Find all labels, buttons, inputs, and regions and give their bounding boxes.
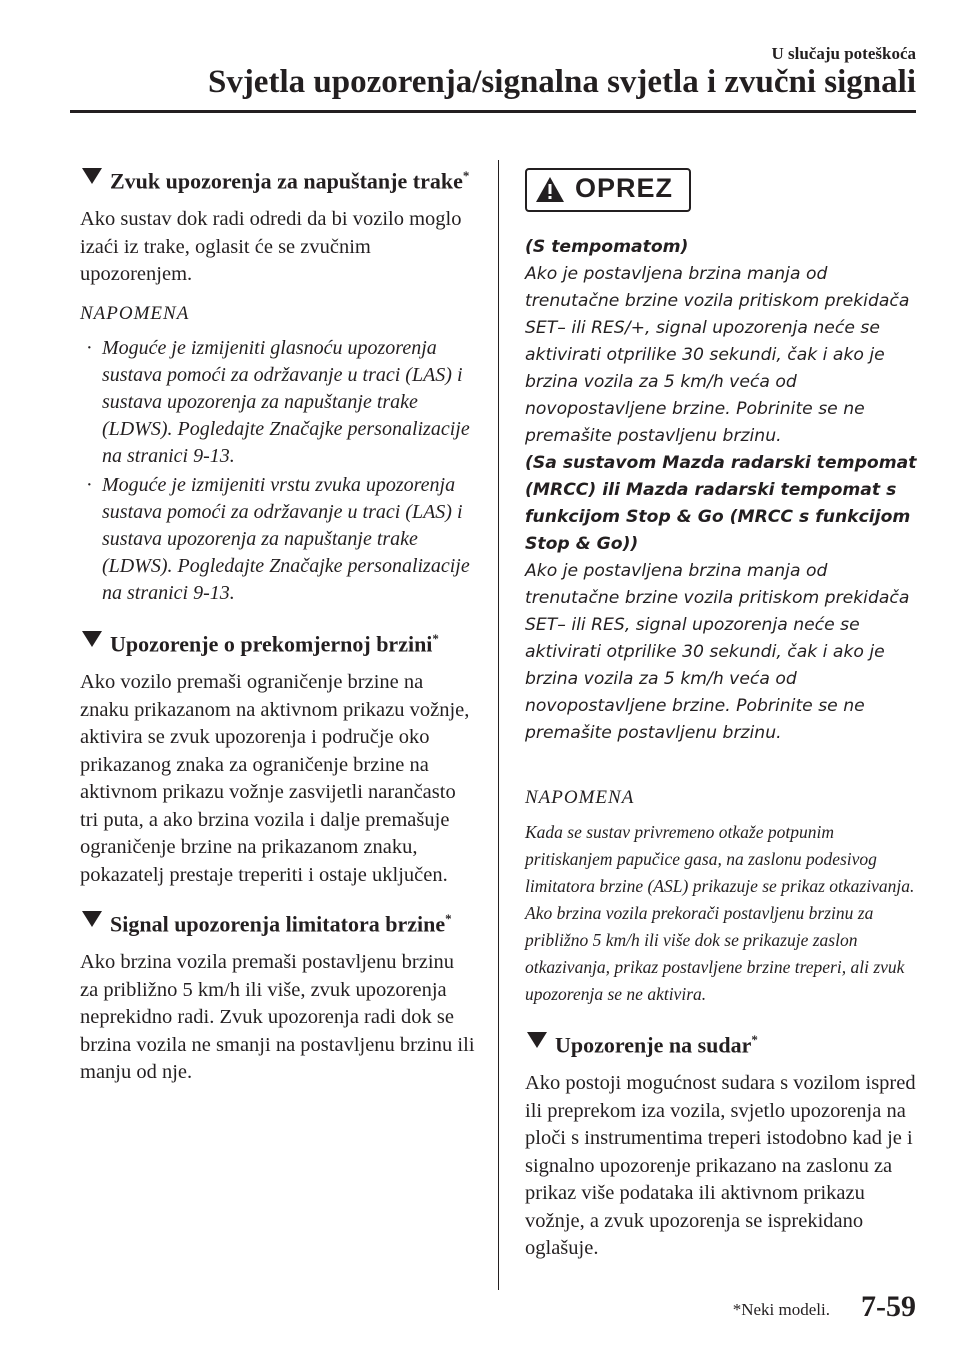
caution-content [525,234,920,747]
paragraph: Ako postoji mogućnost sudara s vozilom ispred ili preprekom iza vozila, svjetlo upozorenja na ploči s instrumentima treperi istodobno kad je i signalno upozorenje prikazano na zaslonu za prikaz više podataka ili aktivnom prikazu vožnje, a zvuk upozorenja se isprekidano oglašuje. [525,1072,916,1260]
caution-subtitle: (Sa sustavom Mazda radarski tempomat (MRCC) ili Mazda radarski tempomat s funkcijom Stop & Go (MRCC s funkcijom Stop & Go)) [525,453,917,554]
note-label: NAPOMENA [80,302,190,324]
heading-text: Upozorenje na sudar [555,1032,752,1058]
heading-text: Upozorenje o prekomjernoj brzini [110,631,433,657]
note-item-text: Moguće je izmijeniti glasnoću upozorenja sustava pomoći za održavanje u traci (LAS) i sustava upozorenja za napuštanje trake (LDWS). Pogledajte Značajke personalizacije na stranici 9-13. [102,336,470,467]
column-divider [498,160,499,1290]
right-column [525,168,920,1277]
triangle-bullet-icon [82,911,102,927]
heading-text: Signal upozorenja limitatora brzine [110,911,446,937]
left-column [80,160,475,1101]
note-item [80,335,475,470]
heading-collision-warning [525,1024,920,1060]
triangle-bullet-icon [527,1032,547,1048]
heading-speed-limiter-signal [80,903,475,939]
note-label: NAPOMENA [525,787,635,808]
page-title: Svjetla upozorenja/signalna svjetla i zvučni signali [207,64,916,100]
paragraph: Ako brzina vozila premaši postavljenu brzinu za približno 5 km/h ili više, zvuk upozorenja neprekidno radi. Zvuk upozorenja radi dok se brzina vozila ne smanji na postavljenu brzinu ili manju od nje. [80,951,475,1084]
paragraph: Ako vozilo premaši ograničenje brzine na znaku prikazanom na aktivnom prikazu vožnje, aktivira se zvuk upozorenja i područje oko prikazanog znaka za ograničenje brzine na aktivnom prikazu vožnje zasvijetli narančasto tri puta, a ako brzina vozila i dalje premašuje ograničenje brzine na prikazanom znaku, pokazatelj prestaje treperiti i ostaje uključen. [80,671,470,886]
note-item-text: Moguće je izmijeniti vrstu zvuka upozorenja sustava pomoći za održavanje u traci (LAS) i sustava upozorenja za napuštanje trake (LDWS). Pogledajte Značajke personalizacije na stranici 9-13. [102,473,470,604]
note-list [80,335,475,607]
triangle-bullet-icon [82,168,102,184]
page-number: 7-59 [861,1290,916,1323]
warning-triangle-icon [535,176,565,203]
caution-paragraph: Ako je postavljena brzina manja od trenutačne brzine vozila pritiskom prekidača SET– ili RES/+, signal upozorenja neće se aktivirati otprilike 30 sekundi, čak i ako je brzina vozila za 5 km/h veća od novopostavljene brzine. Pobrinite se ne premašite postavljenu brzinu. [525,264,910,446]
footnote: *Neki modeli. [732,1300,830,1319]
note-item [80,472,475,607]
bullet-dot-icon: · [86,473,93,496]
caution-label: OPREZ [575,173,674,203]
heading-text: Zvuk upozorenja za napuštanje trake [110,168,463,194]
asterisk: * [445,911,452,927]
caution-paragraph: Ako je postavljena brzina manja od trenutačne brzine vozila pritiskom prekidača SET– ili RES, signal upozorenja neće se aktivirati otprilike 30 sekundi, čak i ako je brzina vozila za 5 km/h veća od novopostavljene brzine. Pobrinite se ne premašite postavljenu brzinu. [525,561,910,743]
note-paragraph: Kada se sustav privremeno otkaže potpunim pritiskanjem papučice gasa, na zaslonu podesivog limitatora brzine (ASL) prikazuje se prikaz otkazivanja. Ako brzina vozila prekorači postavljenu brzinu za približno 5 km/h ili više dok se prikazuje zaslon otkazivanja, prikaz postavljene brzine treperi, ali zvuk upozorenja se ne aktivira. [525,822,915,1004]
caution-box [525,168,691,212]
paragraph: Ako sustav dok radi odredi da bi vozilo moglo izaći iz trake, oglasit će se zvučnim upozorenjem. [80,208,462,286]
heading-overspeed-warning [80,623,475,659]
section-label: U slučaju poteškoća [771,44,916,63]
heading-lane-departure-sound [80,160,475,196]
bullet-dot-icon: · [86,336,93,359]
asterisk: * [432,630,439,646]
asterisk: * [462,168,470,183]
triangle-bullet-icon [82,631,102,647]
header-rule [70,110,916,113]
caution-subtitle: (S tempomatom) [525,237,689,257]
asterisk: * [751,1032,758,1047]
